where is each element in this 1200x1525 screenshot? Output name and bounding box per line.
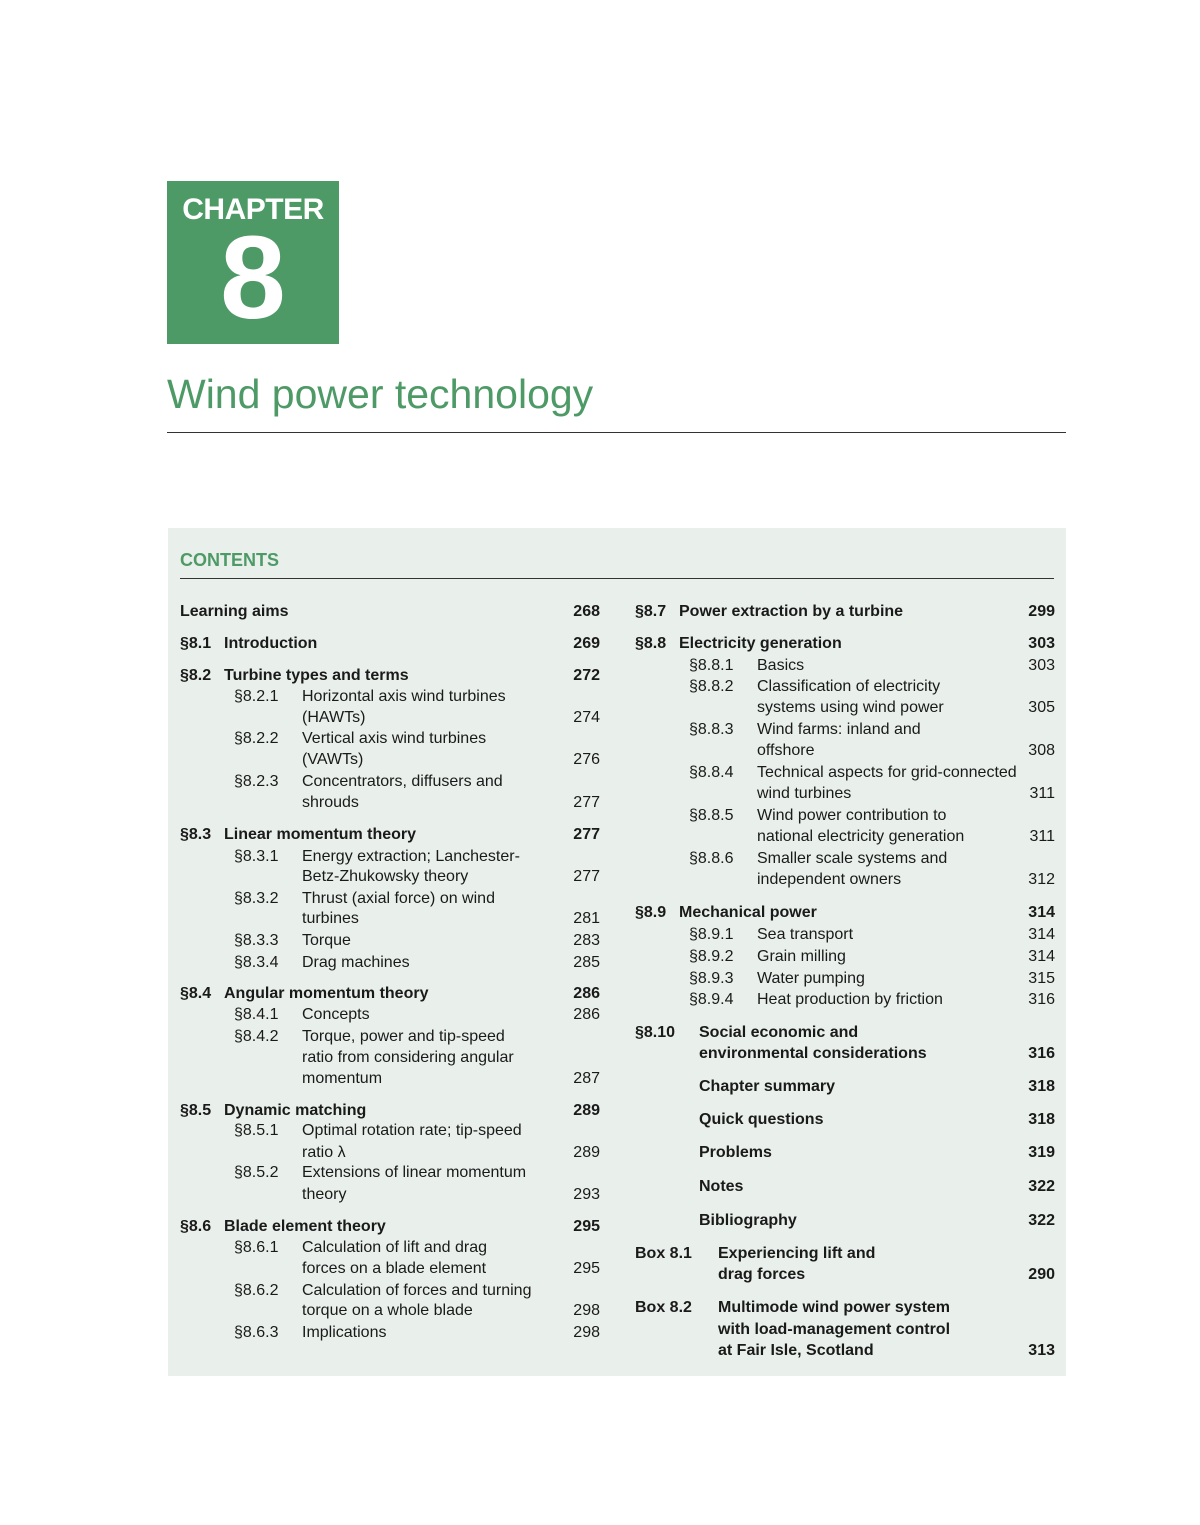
toc-section-title: with load-management control (718, 1321, 951, 1338)
toc-page-number: 314 (1028, 904, 1055, 921)
toc-entry[interactable] (635, 1043, 1055, 1065)
toc-page-number: 316 (1028, 991, 1055, 1008)
toc-section-number: §8.3 (180, 826, 212, 843)
toc-section-title: wind turbines (757, 785, 852, 802)
toc-section-title: Torque (302, 932, 351, 949)
toc-entry[interactable] (635, 869, 1055, 891)
toc-entry[interactable] (635, 676, 1055, 698)
toc-entry[interactable] (180, 1280, 600, 1302)
toc-section-number: §8.8.5 (689, 807, 734, 824)
toc-section-title: ratio from considering angular (302, 1049, 514, 1066)
toc-entry[interactable] (635, 848, 1055, 870)
toc-page-number: 322 (1028, 1178, 1055, 1195)
toc-page-number: 289 (573, 1102, 600, 1119)
toc-section-title: Sea transport (757, 926, 854, 943)
toc-page-number: 283 (573, 932, 600, 949)
toc-entry[interactable] (180, 665, 600, 687)
toc-section-title: Dynamic matching (224, 1102, 367, 1119)
toc-entry[interactable] (180, 792, 600, 814)
toc-section-title: Implications (302, 1324, 387, 1341)
toc-entry[interactable] (180, 952, 600, 974)
toc-page-number: 313 (1028, 1342, 1055, 1359)
toc-section-number: §8.4.1 (234, 1006, 279, 1023)
toc-section-title: Thrust (axial force) on wind (302, 890, 495, 907)
toc-section-title: Experiencing lift and (718, 1245, 876, 1262)
toc-page-number: 277 (573, 826, 600, 843)
toc-section-title: Horizontal axis wind turbines (302, 688, 506, 705)
toc-entry[interactable] (635, 1319, 1055, 1341)
toc-section-number: §8.8.4 (689, 764, 734, 781)
toc-page-number: 311 (1029, 828, 1055, 845)
toc-section-number: §8.2.1 (234, 688, 279, 705)
toc-entry[interactable] (635, 946, 1055, 968)
toc-section-title: Calculation of lift and drag (302, 1239, 487, 1256)
toc-section-title: Mechanical power (679, 904, 817, 921)
toc-section-title: Electricity generation (679, 635, 842, 652)
toc-entry[interactable] (635, 1210, 1055, 1232)
toc-page-number: 277 (573, 794, 600, 811)
toc-entry[interactable] (635, 902, 1055, 924)
toc-section-title: Energy extraction; Lanchester- (302, 848, 520, 865)
toc-entry[interactable] (180, 908, 600, 930)
toc-page-number: 303 (1028, 657, 1055, 674)
toc-page-number: 295 (573, 1218, 600, 1235)
toc-section-number: §8.3.3 (234, 932, 279, 949)
toc-section-title: at Fair Isle, Scotland (718, 1342, 874, 1359)
toc-page-number: 287 (573, 1070, 600, 1087)
toc-section-number: §8.7 (635, 603, 667, 620)
toc-entry[interactable] (180, 686, 600, 708)
toc-page-number: 322 (1028, 1212, 1055, 1229)
toc-section-title: Smaller scale systems and (757, 850, 948, 867)
toc-section-title: Wind farms: inland and (757, 721, 921, 738)
toc-page-number: 311 (1029, 785, 1055, 802)
toc-section-title: Turbine types and terms (224, 667, 409, 684)
toc-page-number: 314 (1028, 948, 1055, 965)
toc-page-number: 269 (573, 635, 600, 652)
toc-entry[interactable] (635, 1297, 1055, 1319)
contents-panel (168, 528, 1066, 1376)
toc-page-number: 277 (573, 868, 600, 885)
toc-section-number: §8.8 (635, 635, 667, 652)
toc-section-title: Calculation of forces and turning (302, 1282, 532, 1299)
toc-section-number: §8.9.3 (689, 970, 734, 987)
toc-entry[interactable] (635, 1076, 1055, 1098)
toc-section-title: Water pumping (757, 970, 865, 987)
toc-page-number: 286 (573, 1006, 600, 1023)
toc-section-title: Vertical axis wind turbines (302, 730, 487, 747)
toc-entry[interactable] (180, 1026, 600, 1048)
toc-section-title: torque on a whole blade (302, 1302, 473, 1319)
toc-page-number: 305 (1028, 699, 1055, 716)
toc-section-title: Concepts (302, 1006, 370, 1023)
toc-entry[interactable] (635, 968, 1055, 990)
toc-entry[interactable] (635, 1176, 1055, 1198)
toc-page-number: 274 (573, 709, 600, 726)
toc-section-title: turbines (302, 910, 359, 927)
toc-entry[interactable] (180, 633, 600, 655)
toc-page-number: 268 (573, 603, 600, 620)
toc-page-number: 314 (1028, 926, 1055, 943)
toc-section-title: Notes (699, 1178, 744, 1195)
toc-entry[interactable] (180, 1047, 600, 1069)
toc-section-number: §8.6.1 (234, 1239, 279, 1256)
chapter-number: 8 (220, 212, 286, 344)
toc-entry[interactable] (635, 740, 1055, 762)
toc-page-number: 285 (573, 954, 600, 971)
toc-entry[interactable] (180, 707, 600, 729)
toc-entry[interactable] (180, 1100, 600, 1122)
toc-entry[interactable] (180, 1068, 600, 1090)
toc-section-number: §8.2.2 (234, 730, 279, 747)
toc-section-number: §8.5.2 (234, 1164, 279, 1181)
toc-entry[interactable] (635, 633, 1055, 655)
toc-entry[interactable] (635, 924, 1055, 946)
toc-section-title: national electricity generation (757, 828, 965, 845)
toc-section-title: Optimal rotation rate; tip-speed (302, 1122, 522, 1139)
toc-section-title: forces on a blade element (302, 1260, 487, 1277)
toc-section-number: §8.3.1 (234, 848, 279, 865)
toc-entry[interactable] (635, 1109, 1055, 1131)
toc-entry[interactable] (180, 1004, 600, 1026)
toc-entry[interactable] (635, 1243, 1055, 1265)
toc-page-number: 299 (1028, 603, 1055, 620)
toc-entry[interactable] (180, 601, 600, 623)
toc-entry[interactable] (635, 1264, 1055, 1286)
toc-entry[interactable] (635, 601, 1055, 623)
toc-section-number: §8.9.1 (689, 926, 734, 943)
toc-section-title: Angular momentum theory (224, 985, 429, 1002)
toc-page-number: 276 (573, 751, 600, 768)
toc-page-number: 286 (573, 985, 600, 1002)
toc-entry[interactable] (635, 1340, 1055, 1362)
toc-entry[interactable] (180, 824, 600, 846)
toc-section-title: Social economic and (699, 1024, 859, 1041)
toc-section-number: §8.6.3 (234, 1324, 279, 1341)
toc-entry[interactable] (635, 783, 1055, 805)
toc-section-title: Classification of electricity (757, 678, 941, 695)
toc-section-number: §8.9.4 (689, 991, 734, 1008)
toc-section-title: Linear momentum theory (224, 826, 417, 843)
toc-entry[interactable] (180, 846, 600, 868)
toc-section-number: §8.4.2 (234, 1028, 279, 1045)
toc-page-number: 289 (573, 1144, 600, 1161)
toc-page-number: 319 (1028, 1144, 1055, 1161)
toc-section-number: §8.2.3 (234, 773, 279, 790)
toc-section-title: Learning aims (180, 603, 289, 620)
toc-section-number: Box 8.1 (635, 1245, 692, 1262)
toc-section-title: Problems (699, 1144, 772, 1161)
toc-section-title: environmental considerations (699, 1045, 927, 1062)
toc-entry[interactable] (180, 771, 600, 793)
toc-section-title: offshore (757, 742, 815, 759)
toc-entry[interactable] (180, 866, 600, 888)
toc-section-number: §8.5 (180, 1102, 212, 1119)
toc-section-title: Wind power contribution to (757, 807, 947, 824)
toc-page-number: 312 (1028, 871, 1055, 888)
toc-entry[interactable] (635, 762, 1055, 784)
toc-section-title: drag forces (718, 1266, 806, 1283)
toc-entry[interactable] (180, 888, 600, 910)
toc-page-number: 272 (573, 667, 600, 684)
toc-page-number: 315 (1028, 970, 1055, 987)
toc-section-title: Technical aspects for grid-connected (757, 764, 1017, 781)
toc-page-number: 298 (573, 1324, 600, 1341)
toc-section-number: Box 8.2 (635, 1299, 692, 1316)
toc-section-number: §8.10 (635, 1024, 676, 1041)
toc-page-number: 318 (1028, 1078, 1055, 1095)
toc-entry[interactable] (180, 1300, 600, 1322)
toc-section-title: shrouds (302, 794, 359, 811)
chapter-label: CHAPTER (182, 193, 324, 226)
toc-entry[interactable] (180, 728, 600, 750)
toc-section-title: Heat production by friction (757, 991, 943, 1008)
toc-section-title: Multimode wind power system (718, 1299, 951, 1316)
toc-entry[interactable] (180, 1120, 600, 1142)
toc-entry[interactable] (635, 1142, 1055, 1164)
toc-section-title: Chapter summary (699, 1078, 836, 1095)
toc-section-number: §8.2 (180, 667, 212, 684)
toc-section-title: (VAWTs) (302, 751, 364, 768)
toc-page-number: 290 (1028, 1266, 1055, 1283)
toc-entry[interactable] (180, 983, 600, 1005)
toc-section-title: Torque, power and tip-speed (302, 1028, 505, 1045)
toc-section-number: §8.8.1 (689, 657, 734, 674)
toc-entry[interactable] (635, 826, 1055, 848)
toc-section-title: independent owners (757, 871, 902, 888)
toc-section-title: Concentrators, diffusers and (302, 773, 503, 790)
toc-section-title: ratio λ (302, 1144, 346, 1161)
toc-entry[interactable] (180, 1258, 600, 1280)
toc-section-title: theory (302, 1186, 347, 1203)
chapter-badge (167, 181, 339, 344)
toc-entry[interactable] (635, 1022, 1055, 1044)
toc-section-number: §8.1 (180, 635, 212, 652)
toc-section-title: Introduction (224, 635, 318, 652)
toc-section-title: Basics (757, 657, 805, 674)
toc-entry[interactable] (180, 749, 600, 771)
toc-entry[interactable] (635, 989, 1055, 1011)
toc-section-number: §8.8.2 (689, 678, 734, 695)
chapter-title: Wind power technology (167, 371, 594, 417)
toc-section-title: Quick questions (699, 1111, 824, 1128)
title-divider (167, 432, 1066, 433)
toc-section-number: §8.9.2 (689, 948, 734, 965)
toc-page-number: 318 (1028, 1111, 1055, 1128)
toc-section-number: §8.5.1 (234, 1122, 279, 1139)
toc-entry[interactable] (180, 1322, 600, 1344)
toc-page-number: 293 (573, 1186, 600, 1203)
toc-section-title: Extensions of linear momentum (302, 1164, 527, 1181)
toc-page-number: 298 (573, 1302, 600, 1319)
toc-section-number: §8.8.6 (689, 850, 734, 867)
toc-section-title: Power extraction by a turbine (679, 603, 904, 620)
toc-entry[interactable] (180, 1184, 600, 1206)
toc-page-number: 303 (1028, 635, 1055, 652)
toc-section-number: §8.4 (180, 985, 212, 1002)
toc-page-number: 295 (573, 1260, 600, 1277)
toc-entry[interactable] (180, 1237, 600, 1259)
toc-section-number: §8.9 (635, 904, 667, 921)
toc-entry[interactable] (635, 719, 1055, 741)
toc-section-title: Grain milling (757, 948, 846, 965)
toc-page-number: 316 (1028, 1045, 1055, 1062)
toc-section-title: momentum (302, 1070, 383, 1087)
toc-section-title: (HAWTs) (302, 709, 366, 726)
toc-section-number: §8.3.4 (234, 954, 279, 971)
contents-heading: CONTENTS (180, 550, 279, 570)
toc-section-number: §8.6 (180, 1218, 212, 1235)
toc-section-title: Betz-Zhukowsky theory (302, 868, 469, 885)
toc-entry[interactable] (635, 805, 1055, 827)
toc-section-number: §8.3.2 (234, 890, 279, 907)
toc-page-number: 281 (573, 910, 600, 927)
toc-section-title: Blade element theory (224, 1218, 386, 1235)
toc-section-number: §8.8.3 (689, 721, 734, 738)
toc-section-title: systems using wind power (757, 699, 944, 716)
toc-section-title: Bibliography (699, 1212, 797, 1229)
toc-section-number: §8.6.2 (234, 1282, 279, 1299)
contents-divider (180, 578, 1054, 579)
toc-section-title: Drag machines (302, 954, 410, 971)
toc-page-number: 308 (1028, 742, 1055, 759)
toc-entry[interactable] (180, 1142, 600, 1164)
toc-entry[interactable] (635, 697, 1055, 719)
toc-entry[interactable] (635, 655, 1055, 677)
toc-entry[interactable] (180, 1216, 600, 1238)
toc-entry[interactable] (180, 930, 600, 952)
toc-entry[interactable] (180, 1162, 600, 1184)
